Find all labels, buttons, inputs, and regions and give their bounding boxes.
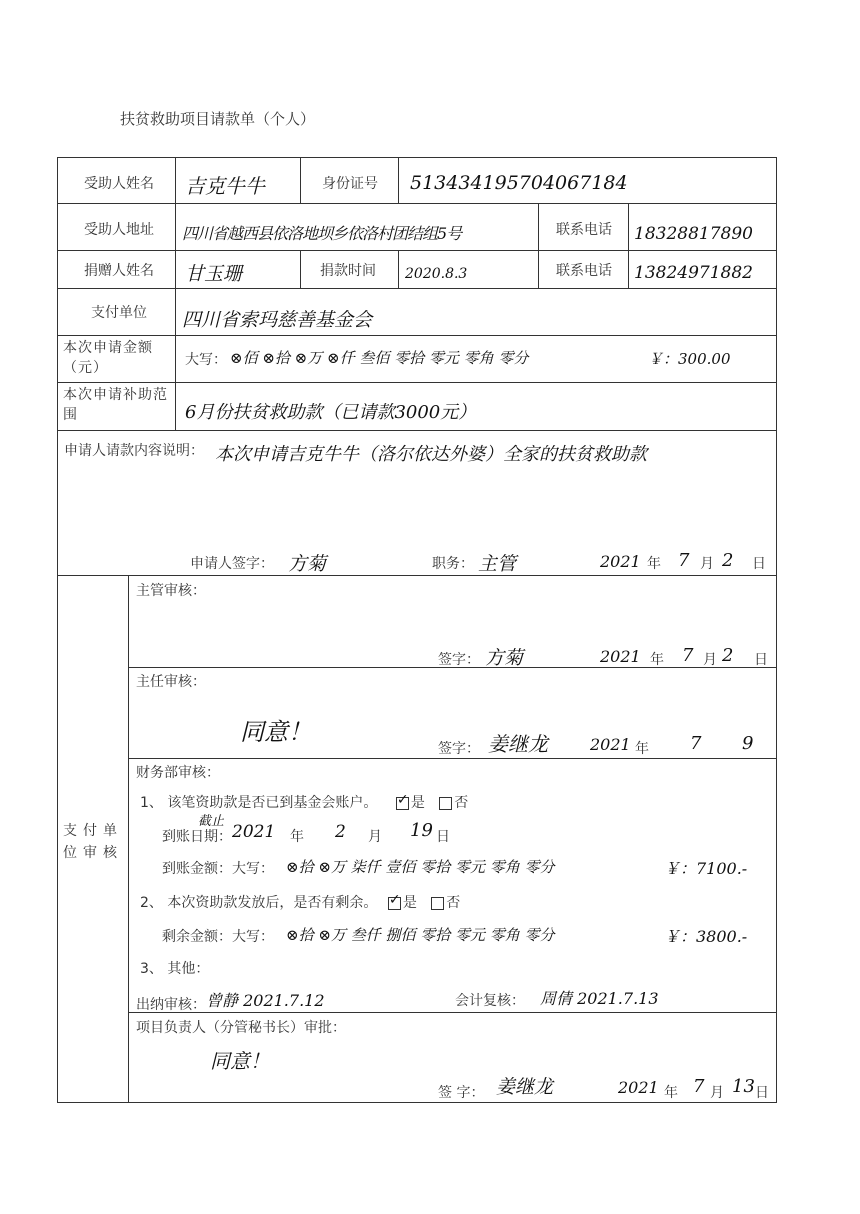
remain-amount-label: 剩余金额：大写： (162, 929, 274, 945)
year-char: 年 (647, 556, 661, 572)
remain-yen: ￥：3800.- (664, 927, 748, 946)
q3-label: 3、 其他： (140, 961, 210, 977)
arrive-month: 2 (335, 822, 346, 842)
applicant-date-day: 2 (722, 550, 734, 571)
amount-written: ⊗佰 ⊗拾 ⊗万 ⊗仟 叁佰 零拾 零元 零角 零分 (230, 349, 529, 367)
remain-amount-written: ⊗拾 ⊗万 叁仟 捌佰 零拾 零元 零角 零分 (286, 926, 555, 944)
leader-label: 项目负责人（分管秘书长）审批： (136, 1020, 346, 1036)
arrive-amount-written: ⊗拾 ⊗万 柒仟 壹佰 零拾 零元 零角 零分 (286, 858, 555, 876)
arrive-year: 2021 (232, 822, 276, 842)
beneficiary-name: 吉克牛牛 (185, 174, 265, 198)
phone-2: 13824971882 (634, 263, 753, 283)
address: 四川省越西县依洛地坝乡依洛村团结组5号 (182, 224, 462, 243)
col-line (628, 203, 629, 288)
amount-label: 本次申请金额（元） (63, 340, 153, 376)
leader-year-char: 年 (664, 1085, 678, 1101)
q1-no-checkbox[interactable] (439, 797, 452, 810)
scope-label: 本次申请补助范围 (63, 387, 168, 423)
director-label: 主任审核： (136, 674, 206, 690)
amount-prefix: 大写： (185, 352, 227, 368)
director-sign: 姜继龙 (488, 732, 548, 756)
q2-label: 2、 本次资助款发放后，是否有剩余。 (140, 895, 378, 911)
cashier-sign: 曾静 2021.7.12 (206, 991, 325, 1010)
explain-text: 本次申请吉克牛牛（洛尔依达外婆）全家的扶贫救助款 (215, 444, 647, 465)
leader-sign: 姜继龙 (496, 1076, 554, 1098)
row-line (57, 335, 777, 336)
director-day: 9 (742, 733, 754, 754)
supervisor-sign: 方菊 (485, 647, 524, 669)
job-label: 职务： (432, 556, 474, 572)
arrive-month-char: 月 (368, 829, 382, 845)
director-year-char: 年 (635, 741, 649, 757)
director-comment: 同意！ (240, 718, 312, 746)
director-sign-label: 签字： (438, 741, 480, 757)
col-line (175, 157, 176, 430)
q1-no-label: 否 (454, 795, 469, 811)
col-line (300, 157, 301, 203)
cashier-label: 出纳审核： (136, 997, 206, 1013)
applicant-sign: 方菊 (288, 553, 327, 575)
director-year: 2021 (590, 735, 631, 754)
row-line (128, 758, 777, 759)
row-line (57, 250, 777, 251)
q1-yes-checkbox[interactable] (396, 797, 409, 810)
supervisor-month-char: 月 (703, 652, 717, 668)
donate-time: 2020.8.3 (405, 266, 468, 282)
leader-year: 2021 (618, 1078, 659, 1097)
leader-day-char: 日 (755, 1085, 769, 1101)
phone-label: 联系电话 (556, 222, 612, 238)
col-line (128, 575, 129, 1102)
supervisor-day: 2 (722, 645, 734, 666)
border-left (57, 157, 58, 1103)
supervisor-sign-label: 签字： (438, 652, 480, 668)
q1-text (140, 792, 468, 812)
applicant-date-month: 7 (678, 550, 690, 571)
row-line (57, 382, 777, 383)
phone-label-2: 联系电话 (556, 263, 612, 279)
leader-comment: 同意！ (210, 1049, 270, 1073)
q1-label: 1、 该笔资助款是否已到基金会账户。 (140, 795, 378, 811)
phone-1: 18328817890 (634, 224, 753, 244)
form-title: 扶贫救助项目请款单（个人） (120, 110, 316, 128)
leader-day: 13 (732, 1076, 755, 1097)
arrive-day: 19 (410, 820, 433, 841)
amount-yen: ￥：300.00 (648, 350, 731, 368)
supervisor-year: 2021 (600, 647, 641, 666)
row-line (128, 1012, 777, 1013)
applicant-date-year: 2021 (600, 552, 641, 571)
payer: 四川省索玛慈善基金会 (182, 309, 373, 331)
donate-time-label: 捐款时间 (320, 263, 376, 279)
finance-label: 财务部审核： (136, 765, 220, 781)
leader-month-char: 月 (710, 1085, 724, 1101)
arrive-amount-label: 到账金额：大写： (162, 861, 274, 877)
col-line (538, 203, 539, 288)
arrive-yen: ￥：7100.- (664, 859, 748, 878)
supervisor-day-char: 日 (754, 652, 768, 668)
beneficiary-name-label: 受助人姓名 (84, 176, 154, 192)
accountant-sign: 周倩 2021.7.13 (540, 989, 659, 1008)
id-number: 513434195704067184 (410, 172, 628, 194)
q2-yes-checkbox[interactable] (388, 897, 401, 910)
supervisor-label: 主管审核： (136, 583, 206, 599)
month-char: 月 (700, 556, 714, 572)
review-side-label: 支付单位审核 (63, 823, 123, 861)
col-line (398, 250, 399, 288)
payer-label: 支付单位 (91, 305, 147, 321)
arrive-year-char: 年 (290, 829, 304, 845)
row-line (57, 288, 777, 289)
supervisor-year-char: 年 (650, 652, 664, 668)
explain-label: 申请人请款内容说明： (64, 443, 204, 459)
arrive-date-label: 到账日期： (162, 829, 232, 845)
q2-text (140, 892, 460, 912)
accountant-label: 会计复核： (455, 993, 525, 1009)
applicant-sign-label: 申请人签字： (190, 556, 274, 572)
id-label: 身份证号 (322, 176, 378, 192)
day-char: 日 (752, 556, 766, 572)
arrive-day-char: 日 (436, 829, 450, 845)
border-top (57, 157, 777, 158)
q1-yes-label: 是 (410, 795, 425, 811)
scope: 6月份扶贫救助款（已请款3000元） (185, 402, 477, 423)
col-line (300, 250, 301, 288)
q2-no-checkbox[interactable] (431, 897, 444, 910)
donor-label: 捐赠人姓名 (84, 263, 154, 279)
job: 主管 (478, 553, 517, 575)
leader-sign-label: 签 字： (438, 1085, 485, 1101)
director-month: 7 (690, 733, 702, 754)
border-bottom (57, 1102, 777, 1103)
row-line (57, 575, 777, 576)
address-label: 受助人地址 (84, 222, 154, 238)
border-right (776, 157, 777, 1103)
q2-no-label: 否 (446, 895, 461, 911)
donor-name: 甘玉珊 (185, 263, 243, 285)
arrive-note: 截止 (198, 814, 225, 829)
row-line (57, 430, 777, 431)
supervisor-month: 7 (682, 645, 694, 666)
row-line (57, 203, 777, 204)
q2-yes-label: 是 (402, 895, 417, 911)
leader-month: 7 (693, 1076, 705, 1097)
col-line (398, 157, 399, 203)
